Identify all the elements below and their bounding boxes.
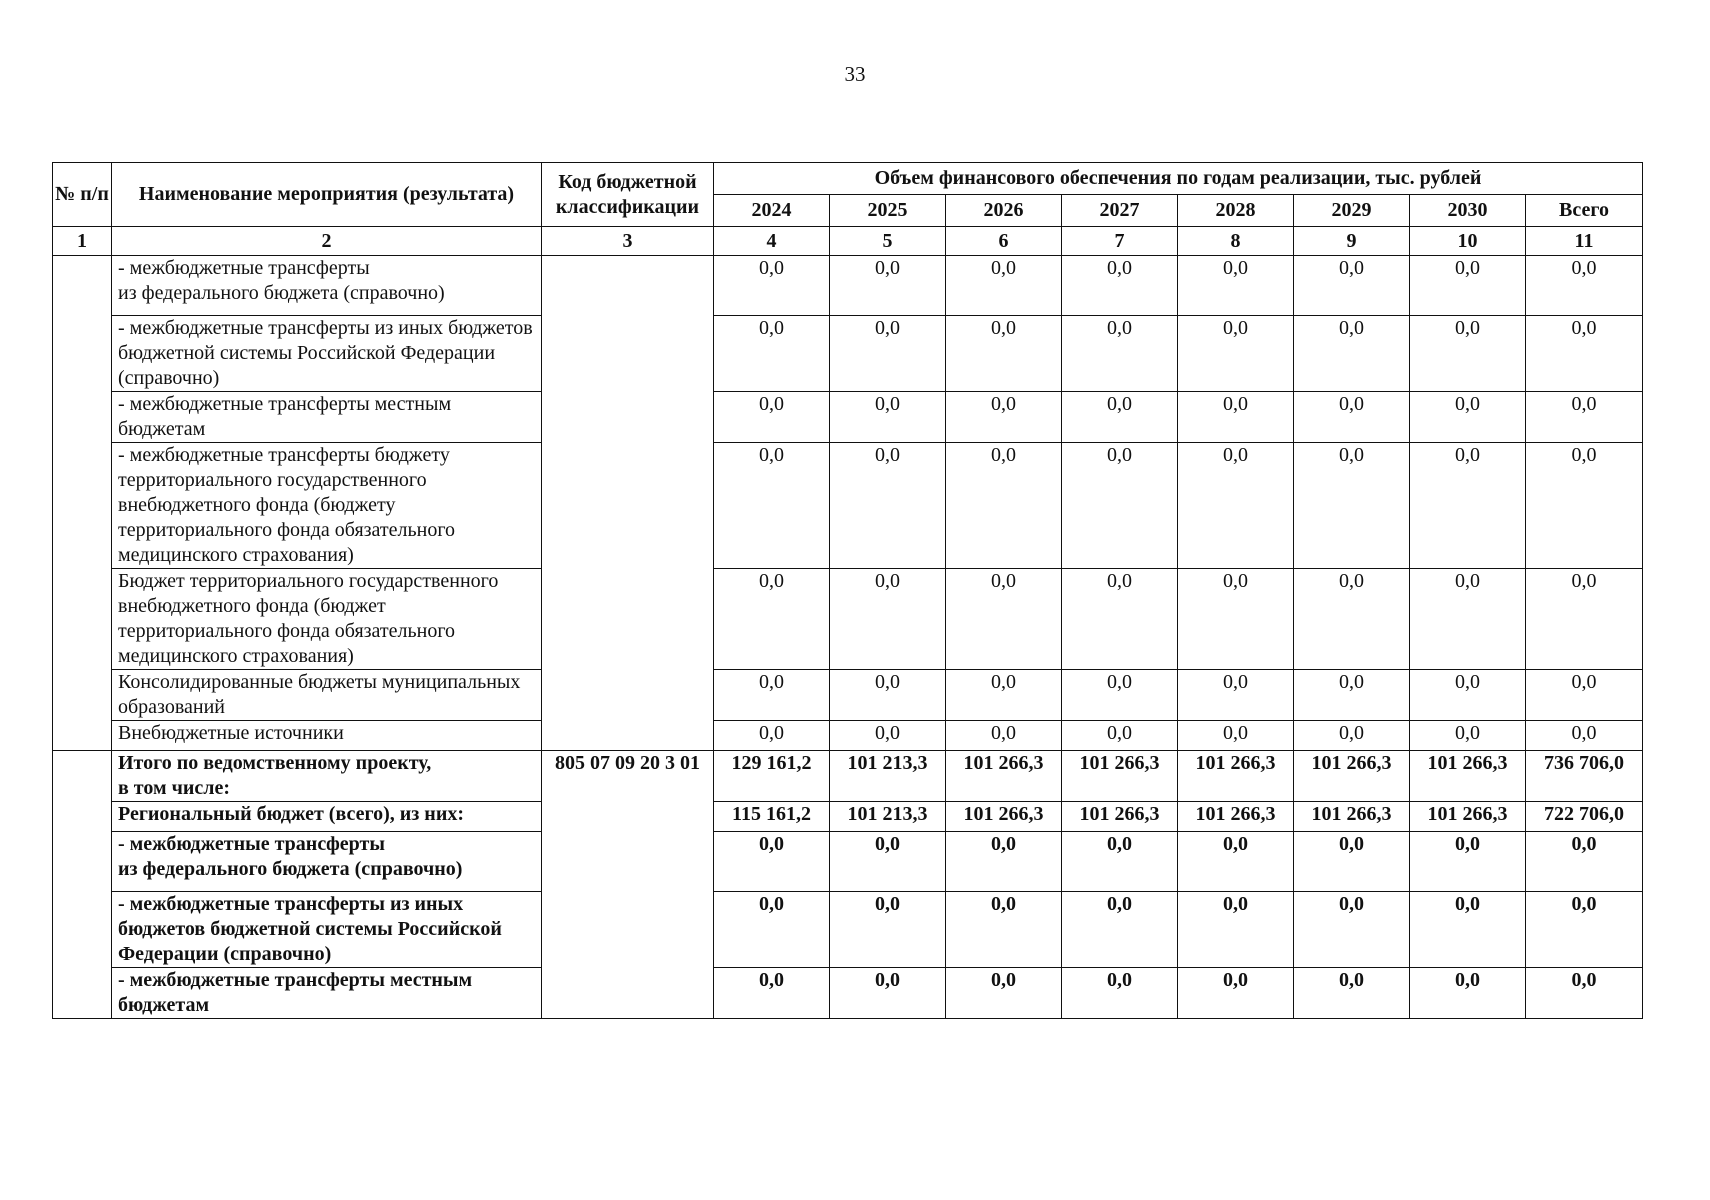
- value-cell: 0,0: [714, 670, 830, 721]
- value-cell: 0,0: [714, 968, 830, 1019]
- table-row: [53, 751, 1643, 802]
- column-index: 9: [1294, 227, 1410, 256]
- column-index: 2: [112, 227, 542, 256]
- row-name: - межбюджетные трансферты бюджету территориального государственного внебюджетного фонда (бюджету территориального фонда обязательного медицинского страхования): [112, 443, 542, 569]
- value-cell: 0,0: [1062, 832, 1178, 892]
- financing-table: [52, 162, 1643, 1019]
- value-cell: 0,0: [1294, 392, 1410, 443]
- value-cell: 0,0: [1526, 968, 1643, 1019]
- value-cell: 0,0: [1294, 892, 1410, 968]
- value-cell: 0,0: [1062, 670, 1178, 721]
- value-cell: 101 266,3: [1062, 751, 1178, 802]
- value-cell: 0,0: [1294, 443, 1410, 569]
- value-cell: 0,0: [946, 392, 1062, 443]
- column-index: 5: [830, 227, 946, 256]
- row-number-cell: [53, 256, 112, 751]
- value-cell: 0,0: [1178, 316, 1294, 392]
- value-cell: 0,0: [714, 392, 830, 443]
- column-index: 4: [714, 227, 830, 256]
- value-cell: 0,0: [714, 443, 830, 569]
- value-cell: 0,0: [830, 256, 946, 316]
- table-row: [53, 721, 1643, 751]
- value-cell: 0,0: [1178, 968, 1294, 1019]
- value-cell: 0,0: [714, 832, 830, 892]
- value-cell: 0,0: [1410, 670, 1526, 721]
- value-cell: 0,0: [1526, 670, 1643, 721]
- value-cell: 0,0: [1294, 256, 1410, 316]
- value-cell: 0,0: [1294, 832, 1410, 892]
- value-cell: 101 266,3: [1178, 751, 1294, 802]
- value-cell: 0,0: [1062, 256, 1178, 316]
- value-cell: 0,0: [1526, 316, 1643, 392]
- value-cell: 0,0: [1062, 316, 1178, 392]
- value-cell: 0,0: [946, 316, 1062, 392]
- row-name: Региональный бюджет (всего), из них:: [112, 802, 542, 832]
- value-cell: 0,0: [1062, 968, 1178, 1019]
- table-row: [53, 802, 1643, 832]
- column-index: 11: [1526, 227, 1643, 256]
- value-cell: 0,0: [1178, 256, 1294, 316]
- column-index: 3: [542, 227, 714, 256]
- value-cell: 0,0: [1062, 721, 1178, 751]
- value-cell: 101 213,3: [830, 802, 946, 832]
- header-year-4: 2027: [1062, 195, 1178, 227]
- value-cell: 0,0: [1526, 892, 1643, 968]
- page-number: 33: [844, 62, 866, 86]
- value-cell: 0,0: [1410, 721, 1526, 751]
- table-row: [53, 392, 1643, 443]
- value-cell: 0,0: [1294, 569, 1410, 670]
- value-cell: 0,0: [1294, 670, 1410, 721]
- value-cell: 0,0: [1410, 892, 1526, 968]
- value-cell: 0,0: [830, 832, 946, 892]
- row-name: Бюджет территориального государственного внебюджетного фонда (бюджет территориального фонда обязательного медицинского страхования): [112, 569, 542, 670]
- value-cell: 0,0: [1410, 316, 1526, 392]
- header-year-2: 2025: [830, 195, 946, 227]
- table-row: [53, 892, 1643, 968]
- table-row: [53, 316, 1643, 392]
- header-volume: Объем финансового обеспечения по годам реализации, тыс. рублей: [714, 163, 1643, 195]
- value-cell: 0,0: [1410, 968, 1526, 1019]
- value-cell: 0,0: [1062, 569, 1178, 670]
- value-cell: 0,0: [1410, 569, 1526, 670]
- table-row: [53, 832, 1643, 892]
- value-cell: 0,0: [830, 569, 946, 670]
- value-cell: 101 266,3: [946, 751, 1062, 802]
- value-cell: 0,0: [830, 721, 946, 751]
- value-cell: 0,0: [1526, 832, 1643, 892]
- value-cell: 0,0: [946, 968, 1062, 1019]
- value-cell: 101 266,3: [1410, 751, 1526, 802]
- value-cell: 101 266,3: [946, 802, 1062, 832]
- value-cell: 0,0: [830, 316, 946, 392]
- value-cell: 0,0: [830, 443, 946, 569]
- value-cell: 0,0: [1526, 569, 1643, 670]
- value-cell: 129 161,2: [714, 751, 830, 802]
- column-index-row: [53, 227, 1643, 256]
- table-row: [53, 569, 1643, 670]
- value-cell: 736 706,0: [1526, 751, 1643, 802]
- value-cell: 0,0: [830, 670, 946, 721]
- value-cell: 0,0: [714, 569, 830, 670]
- column-index: 10: [1410, 227, 1526, 256]
- row-name: - межбюджетные трансферты местным бюджетам: [112, 968, 542, 1019]
- header-year-8: Всего: [1526, 195, 1643, 227]
- value-cell: 101 266,3: [1294, 751, 1410, 802]
- value-cell: 0,0: [1410, 832, 1526, 892]
- value-cell: 0,0: [1410, 256, 1526, 316]
- value-cell: 101 213,3: [830, 751, 946, 802]
- value-cell: 101 266,3: [1062, 802, 1178, 832]
- header-num: № п/п: [53, 163, 112, 227]
- value-cell: 0,0: [1410, 443, 1526, 569]
- value-cell: 0,0: [1178, 721, 1294, 751]
- value-cell: 0,0: [714, 256, 830, 316]
- table-row: [53, 968, 1643, 1019]
- value-cell: 0,0: [946, 892, 1062, 968]
- value-cell: 0,0: [946, 721, 1062, 751]
- row-name: - межбюджетные трансферты из федерального бюджета (справочно): [112, 256, 542, 316]
- column-index: 7: [1062, 227, 1178, 256]
- value-cell: 0,0: [946, 832, 1062, 892]
- value-cell: 0,0: [1526, 721, 1643, 751]
- row-name: Консолидированные бюджеты муниципальных образований: [112, 670, 542, 721]
- column-index: 8: [1178, 227, 1294, 256]
- row-number-cell: [53, 751, 112, 1019]
- header-year-7: 2030: [1410, 195, 1526, 227]
- value-cell: 0,0: [714, 316, 830, 392]
- header-name: Наименование мероприятия (результата): [112, 163, 542, 227]
- budget-code-cell: [542, 256, 714, 751]
- table-row: [53, 670, 1643, 721]
- row-name: Внебюджетные источники: [112, 721, 542, 751]
- value-cell: 0,0: [714, 721, 830, 751]
- row-name: Итого по ведомственному проекту, в том числе:: [112, 751, 542, 802]
- value-cell: 0,0: [1178, 670, 1294, 721]
- value-cell: 0,0: [1294, 316, 1410, 392]
- value-cell: 0,0: [946, 670, 1062, 721]
- header-code: Код бюджетной классификации: [542, 163, 714, 227]
- header-year-1: 2024: [714, 195, 830, 227]
- table-header: [53, 163, 1643, 227]
- header-year-3: 2026: [946, 195, 1062, 227]
- value-cell: 0,0: [830, 968, 946, 1019]
- value-cell: 0,0: [1062, 392, 1178, 443]
- row-name: - межбюджетные трансферты из иных бюджетов бюджетной системы Российской Федерации (справочно): [112, 892, 542, 968]
- value-cell: 0,0: [1526, 443, 1643, 569]
- row-name: - межбюджетные трансферты из иных бюджетов бюджетной системы Российской Федерации (справочно): [112, 316, 542, 392]
- table-row: [53, 256, 1643, 316]
- value-cell: 0,0: [1178, 832, 1294, 892]
- value-cell: 0,0: [946, 443, 1062, 569]
- value-cell: 0,0: [1062, 443, 1178, 569]
- value-cell: 0,0: [1178, 392, 1294, 443]
- value-cell: 0,0: [1294, 968, 1410, 1019]
- value-cell: 0,0: [830, 392, 946, 443]
- value-cell: 0,0: [946, 569, 1062, 670]
- row-name: - межбюджетные трансферты местным бюджетам: [112, 392, 542, 443]
- row-name: - межбюджетные трансферты из федерального бюджета (справочно): [112, 832, 542, 892]
- value-cell: 101 266,3: [1294, 802, 1410, 832]
- value-cell: 722 706,0: [1526, 802, 1643, 832]
- value-cell: 101 266,3: [1410, 802, 1526, 832]
- table-row: [53, 443, 1643, 569]
- value-cell: 0,0: [830, 892, 946, 968]
- value-cell: 0,0: [1178, 569, 1294, 670]
- budget-code-cell: 805 07 09 20 3 01: [542, 751, 714, 1019]
- value-cell: 115 161,2: [714, 802, 830, 832]
- value-cell: 0,0: [1294, 721, 1410, 751]
- value-cell: 0,0: [1178, 892, 1294, 968]
- value-cell: 0,0: [1062, 892, 1178, 968]
- value-cell: 0,0: [1526, 392, 1643, 443]
- header-year-6: 2029: [1294, 195, 1410, 227]
- header-year-5: 2028: [1178, 195, 1294, 227]
- value-cell: 101 266,3: [1178, 802, 1294, 832]
- value-cell: 0,0: [1178, 443, 1294, 569]
- column-index: 6: [946, 227, 1062, 256]
- value-cell: 0,0: [714, 892, 830, 968]
- value-cell: 0,0: [1526, 256, 1643, 316]
- value-cell: 0,0: [946, 256, 1062, 316]
- column-index: 1: [53, 227, 112, 256]
- value-cell: 0,0: [1410, 392, 1526, 443]
